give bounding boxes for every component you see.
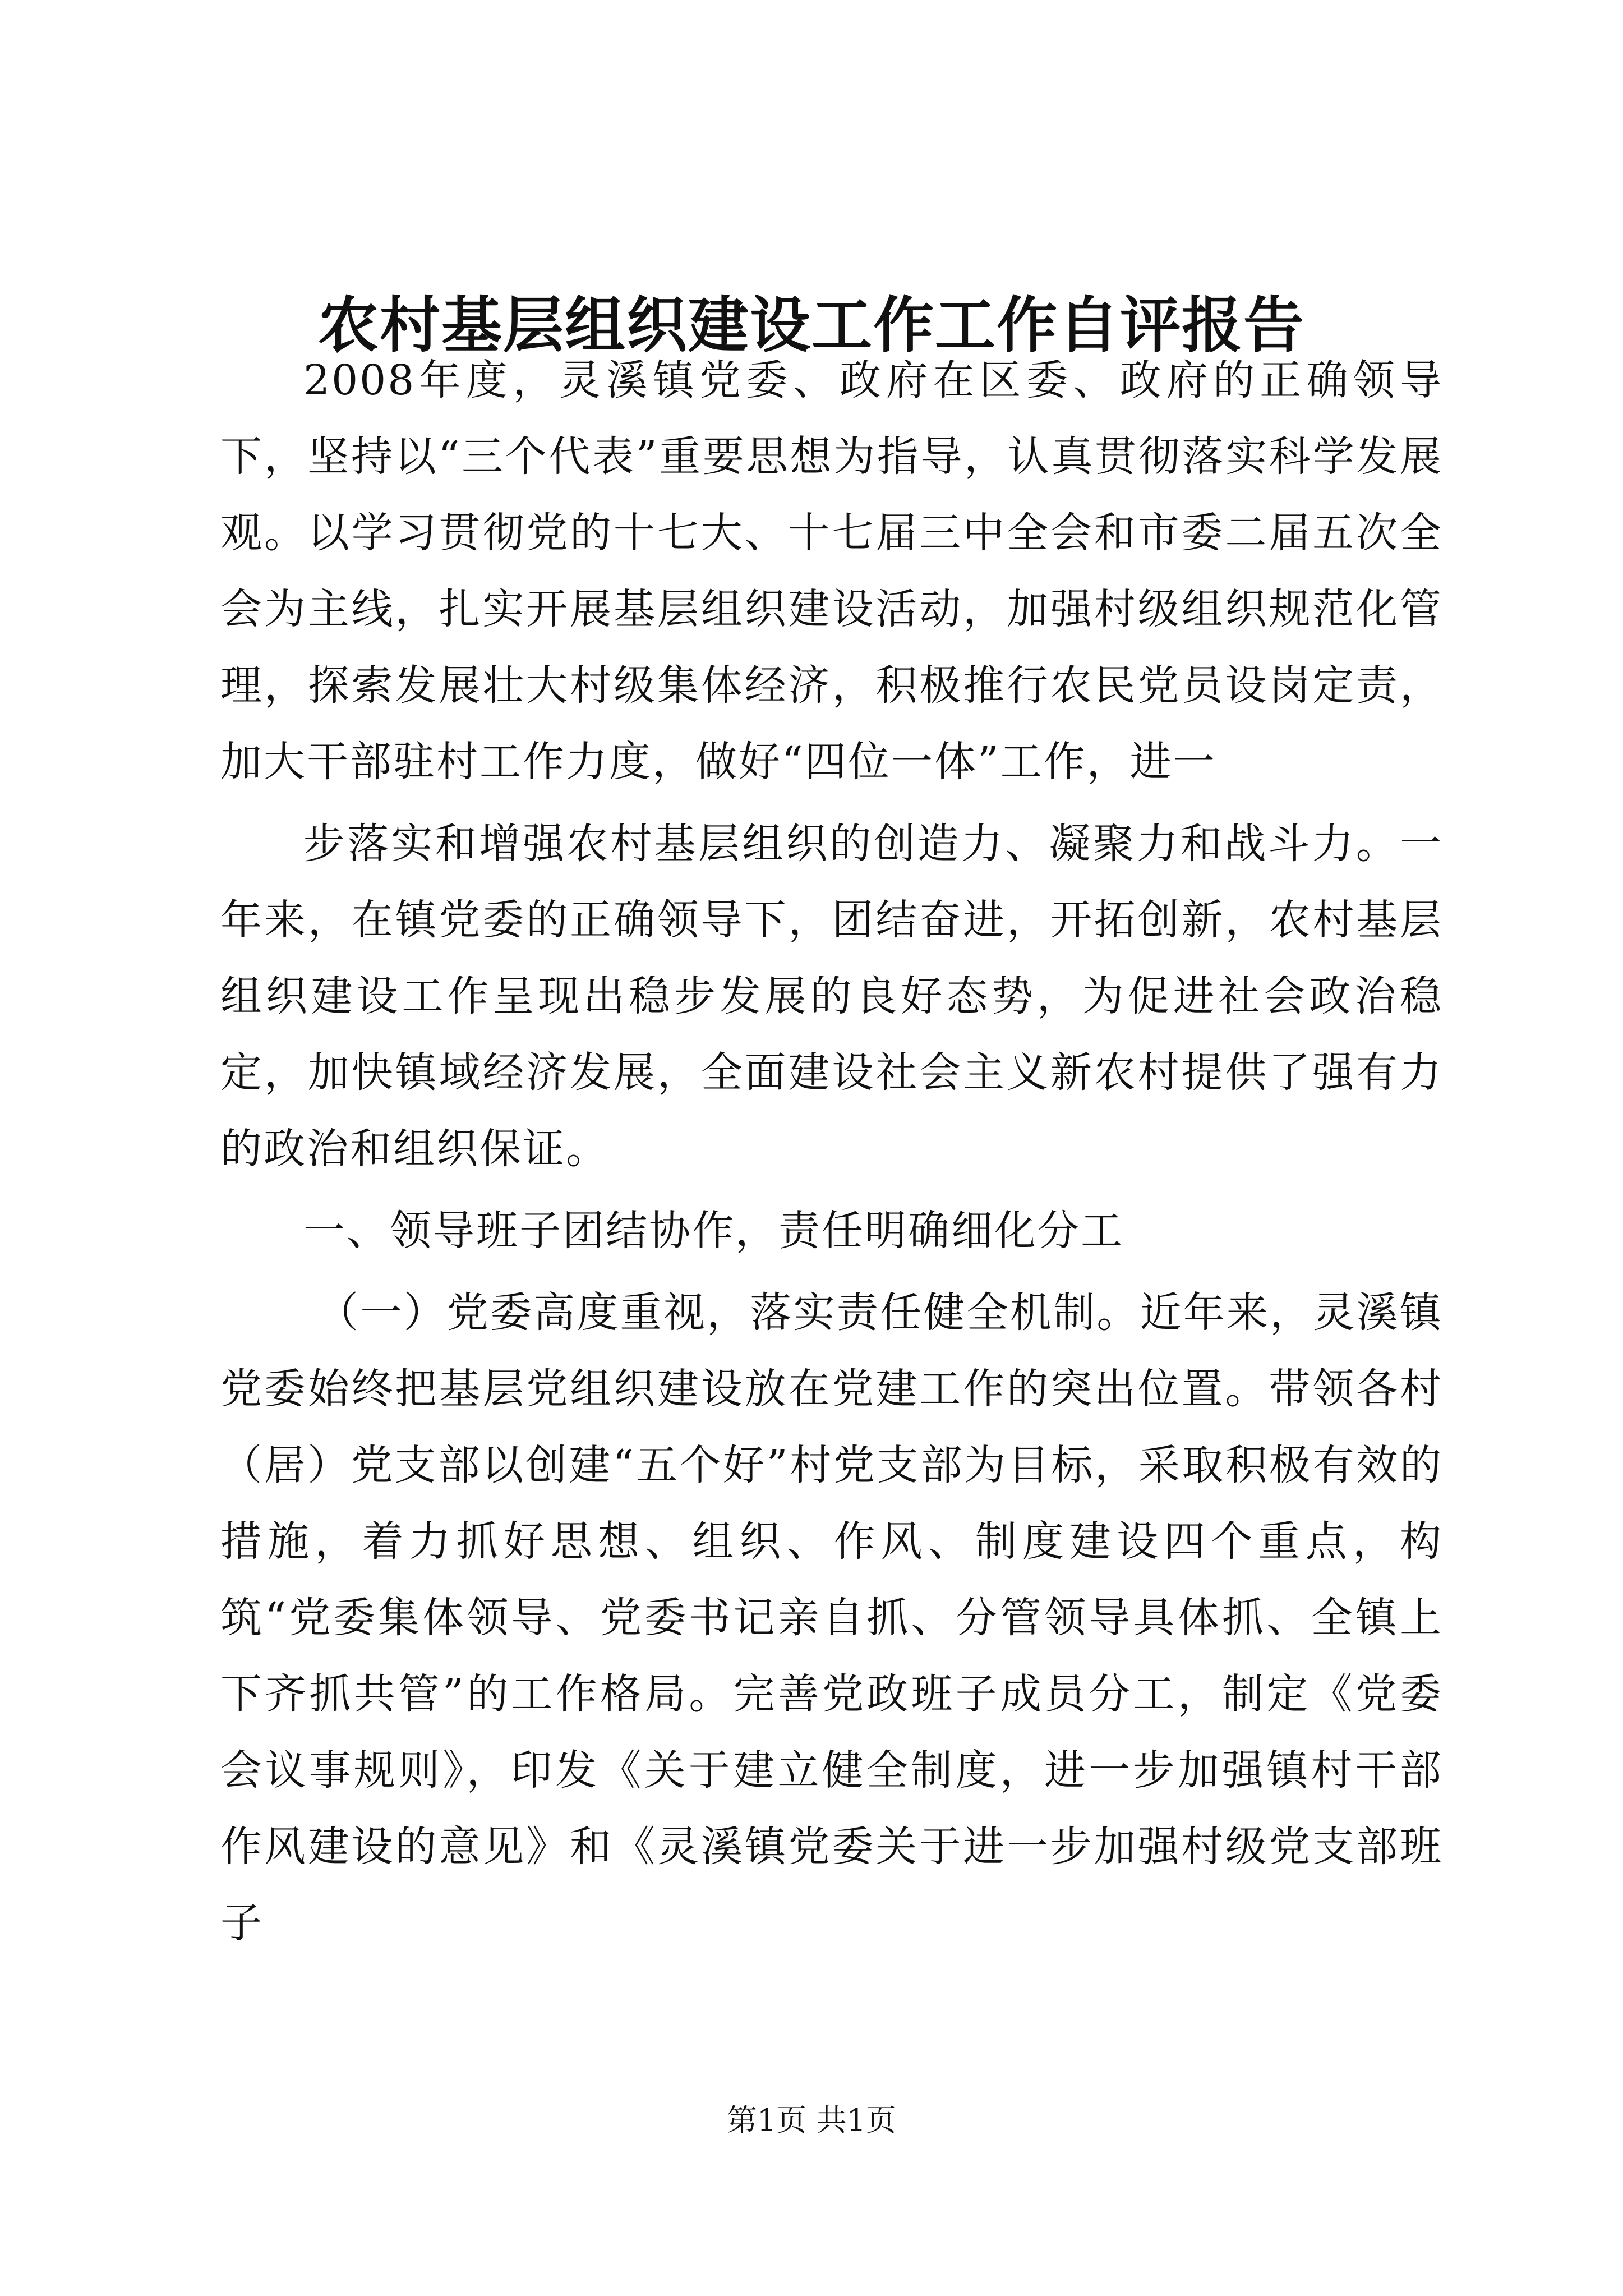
document-title: 农村基层组织建设工作工作自评报告 [317,290,1305,361]
paragraph-subsection: （一）党委高度重视，落实责任健全机制。近年来，灵溪镇党委始终把基层党组织建设放在党建工作的突出位置。带领各村（居）党支部以创建“五个好”村党支部为目标，采取积极有效的措施，着力抓好思想、组织、作风、制度建设四个重点，构筑“党委集体领导、党委书记亲自抓、分管领导具体抓、全镇上下齐抓共管”的工作格局。完善党政班子成员分工，制定《党委会议事规则》，印发《关于建立健全制度，进一步加强镇村干部作风建设的意见》和《灵溪镇党委关于进一步加强村级党支部班子 [220,1289,1443,1947]
paragraph-continuation: 步落实和增强农村基层组织的创造力、凝聚力和战斗力。一年来，在镇党委的正确领导下，团结奋进，开拓创新，农村基层组织建设工作呈现出稳步发展的良好态势，为促进社会政治稳定，加快镇域经济发展，全面建设社会主义新农村提供了强有力的政治和组织保证。 [220,820,1443,1173]
document-body [220,342,1443,1961]
section-heading: 一、领导班子团结协作，责任明确细化分工 [303,1207,1124,1255]
paragraph-intro: 2008年度，灵溪镇党委、政府在区委、政府的正确领导下，坚持以“三个代表”重要思想为指导，认真贯彻落实科学发展观。以学习贯彻党的十七大、十七届三中全会和市委二届五次全会为主线，扎实开展基层组织建设活动，加强村级组织规范化管理，探索发展壮大村级集体经济，积极推行农民党员设岗定责，加大干部驻村工作力度，做好“四位一体”工作，进一 [220,356,1443,786]
page-footer: 第1页 共1页 [727,2102,896,2138]
